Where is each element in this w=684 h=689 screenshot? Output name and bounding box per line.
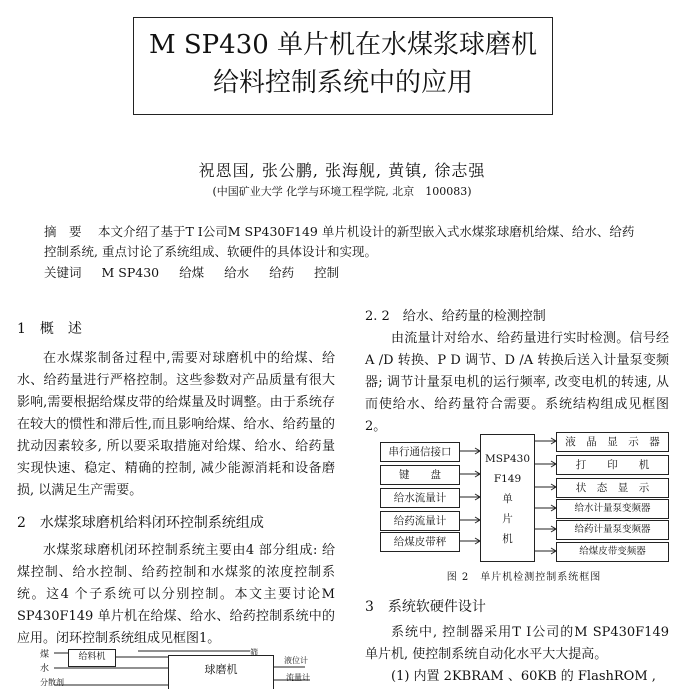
title-line-2: 给料控制系统中的应用 xyxy=(212,68,473,98)
section-2-2-text: 由流量计对给水、给药量进行实时检测。信号经A /D 转换、P D 调节、D /A 转换后送入计量泵变频器; 调节计量泵电机的运行频率, 改变电机的转速, 从而使给水、给药量符合需要。系统结构组成见框图2。 xyxy=(365,331,669,434)
abstract-label: 摘 要 xyxy=(44,224,82,239)
title-line-1: M SP430 单片机在水煤浆球磨机 xyxy=(148,30,538,60)
fig2-mcu-line3: 单 xyxy=(502,493,513,505)
figure-1 xyxy=(40,647,330,688)
keyword: 给水 xyxy=(224,265,250,280)
keyword: 给药 xyxy=(269,265,295,280)
fig2-keyboard: 键 盘 xyxy=(380,465,460,485)
fig1-level-label: 液位计 xyxy=(284,656,308,665)
fig2-serial-port: 串行通信接口 xyxy=(380,442,460,462)
keywords xyxy=(44,263,644,283)
fig2-belt-scale: 给煤皮带秤 xyxy=(380,532,460,552)
fig1-feeder-box: 给料机 xyxy=(68,649,116,667)
abstract-text: 本文介绍了基于T I公司M SP430F149 单片机设计的新型嵌入式水煤浆球磨机给煤、给水、给药控制系统, 重点讨论了系统组成、软硬件的具体设计和实现。 xyxy=(44,224,635,259)
fig1-mill-box: 球磨机 xyxy=(168,655,274,689)
fig2-mcu-line1: MSP430 xyxy=(484,453,531,465)
keyword: 控制 xyxy=(314,265,340,280)
fig1-screen-label: 筛 xyxy=(250,648,258,657)
fig2-mcu-line2: F149 xyxy=(493,473,522,485)
left-column xyxy=(17,318,335,650)
section-3-text: 系统中, 控制器采用T I公司的M SP430F149 单片机, 使控制系统自动化水平大大提高。 xyxy=(365,625,669,662)
section-2-text: 水煤浆球磨机闭环控制系统主要由4 部分组成: 给煤控制、给水控制、给药控制和水煤浆的浓度控制系统。这4 个子系统可以分别控制。本文主要讨论M SP430F149 单片机在给煤、给水、给药控制系统中的应用。闭环控制系统组成见框图1。 xyxy=(17,543,335,646)
fig2-status-display: 状 态 显 示 xyxy=(556,478,669,498)
figure-2 xyxy=(378,434,670,584)
fig2-belt-inverter: 给煤皮带变频器 xyxy=(556,542,669,562)
section-1-text: 在水煤浆制备过程中,需要对球磨机中的给煤、给水、给药量进行严格控制。这些参数对产品质量有很大影响,需要根据给煤皮带的给煤量及时调整。由于系统存在较大的惯性和滞后性,而且影响给煤、给水、给药量的扰动因素较多, 所以要采取措施对给煤、给水、给药量实现快速、稳定、精确的控制, 减少能源消耗和设备磨损, 以满足生产需要。 xyxy=(17,351,335,498)
fig2-water-flowmeter: 给水流量计 xyxy=(380,488,460,508)
section-3 xyxy=(365,596,669,688)
authors: 祝恩国, 张公鹏, 张海舰, 黄镇, 徐志强 xyxy=(198,161,486,180)
fig2-reagent-flowmeter: 给药流量计 xyxy=(380,511,460,531)
right-column xyxy=(365,305,669,438)
section-3-heading: 3 系统软硬件设计 xyxy=(365,599,486,615)
fig2-caption: 图 2 单片机检测控制系统框图 xyxy=(446,572,602,583)
fig1-water-label: 水 xyxy=(40,664,50,674)
fig2-mcu-line5: 机 xyxy=(502,533,513,545)
fig1-disperse-label: 分散剂 xyxy=(40,678,64,687)
affiliation: (中国矿业大学 化学与环境工程学院, 北京 100083) xyxy=(212,185,472,198)
keyword: 给煤 xyxy=(179,265,205,280)
fig2-lcd: 液 晶 显 示 器 xyxy=(556,432,669,452)
section-2-2-heading: 2. 2 给水、给药量的检测控制 xyxy=(365,309,546,324)
fig1-flow-label: 流量计 xyxy=(286,673,310,682)
fig2-printer: 打 印 机 xyxy=(556,455,669,475)
section-2-heading: 2 水煤浆球磨机给料闭环控制系统组成 xyxy=(17,515,264,531)
fig2-reagent-pump-inverter: 给药计量泵变频器 xyxy=(556,520,669,540)
section-3-item-1: (1) 内置 2KBRAM 、60KB 的 FlashROM , xyxy=(391,669,656,684)
fig2-mcu-box xyxy=(480,434,535,562)
keyword: M SP430 xyxy=(101,265,160,280)
abstract xyxy=(44,222,644,262)
fig1-coal-label: 煤 xyxy=(40,650,50,660)
fig2-mcu-line4: 片 xyxy=(502,513,513,525)
fig2-water-pump-inverter: 给水计量泵变频器 xyxy=(556,499,669,519)
keywords-label: 关键词 xyxy=(44,265,82,280)
section-1-heading: 1 概 述 xyxy=(17,321,82,337)
paper-title-box xyxy=(133,17,553,115)
